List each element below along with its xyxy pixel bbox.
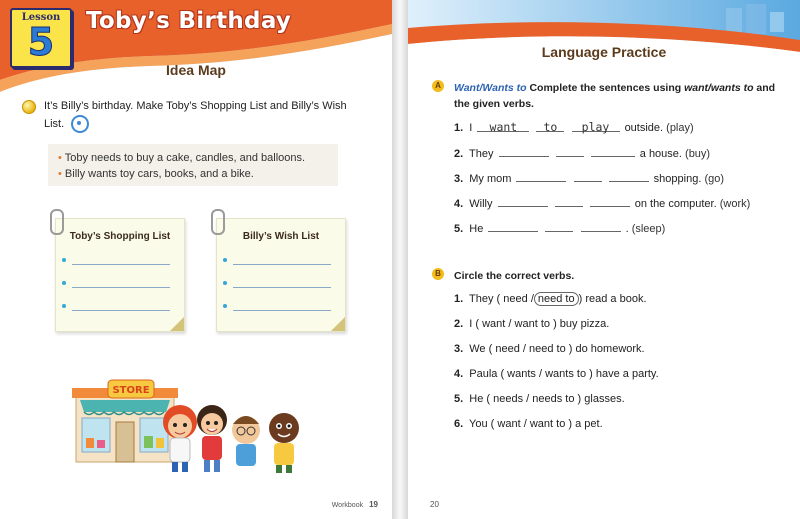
choice-option[interactable]: needs to	[532, 393, 575, 405]
answer-blank[interactable]: play	[572, 118, 620, 132]
sentence-item: 3. My mom shopping. (go)	[454, 168, 792, 193]
choice-option[interactable]: needs	[493, 393, 524, 405]
note-item: • Toby needs to buy a cake, candles, and balloons.	[58, 150, 328, 166]
lesson-number: 5	[27, 20, 55, 64]
section-a-keyword: want/wants to	[684, 82, 754, 94]
choice-option-circled[interactable]: need to	[534, 292, 579, 306]
choice-option[interactable]: want to	[529, 418, 566, 430]
left-footer	[332, 500, 378, 509]
choice-item: 1. They ( need / need to ) read a book.	[454, 293, 647, 305]
choice-item: 2. I ( want / want to ) buy pizza.	[454, 318, 610, 330]
shopping-list-card	[55, 218, 185, 332]
answer-blank[interactable]	[590, 193, 630, 207]
left-page-number: 19	[369, 500, 378, 509]
sentence-item: 5. He . (sleep)	[454, 218, 792, 243]
write-line[interactable]	[233, 300, 331, 311]
section-b-instruction: Circle the correct verbs.	[454, 270, 575, 282]
lesson-title: Tobyʼs Birthday	[86, 8, 292, 34]
section-b-badge: B	[432, 268, 444, 280]
answer-blank[interactable]	[574, 168, 602, 182]
right-page	[408, 0, 800, 519]
answer-blank[interactable]	[516, 168, 566, 182]
choice-option[interactable]: need to	[529, 343, 566, 355]
instruction	[22, 98, 372, 133]
sentence-item: 4. Willy on the computer. (work)	[454, 193, 792, 218]
choice-option[interactable]: want	[497, 418, 521, 430]
answer-blank[interactable]	[488, 218, 538, 232]
answer-blank[interactable]	[609, 168, 649, 182]
section-a	[432, 80, 792, 243]
choice-option[interactable]: wants to	[545, 368, 587, 380]
language-practice-heading: Language Practice	[541, 44, 667, 60]
answer-blank[interactable]	[498, 193, 548, 207]
choice-item: 4. Paula ( wants / wants to ) have a party.	[454, 368, 659, 380]
choice-option[interactable]: need	[495, 343, 520, 355]
page-gutter	[392, 0, 408, 519]
page-fold-icon	[331, 317, 345, 331]
sentence-item: 1. I want to play outside. (play)	[454, 120, 694, 134]
store-kids-illustration	[70, 378, 330, 478]
cd-icon[interactable]	[71, 115, 89, 133]
note-item: • Billy wants toy cars, books, and a bike.	[58, 166, 328, 182]
section-b	[432, 268, 792, 440]
left-page	[0, 0, 392, 519]
lesson-badge	[10, 8, 72, 68]
answer-blank[interactable]	[555, 193, 583, 207]
write-line[interactable]	[72, 277, 170, 288]
answer-blank[interactable]	[556, 143, 584, 157]
store-sign: STORE	[112, 385, 150, 396]
section-a-topic: Want/Wants to	[454, 82, 527, 94]
write-line[interactable]	[72, 300, 170, 311]
choice-item: 3. We ( need / need to ) do homework.	[454, 343, 645, 355]
section-a-instruction: Complete the sentences using	[529, 82, 682, 94]
bullet-icon	[22, 100, 36, 114]
answer-blank[interactable]: want	[477, 118, 529, 132]
answer-blank[interactable]	[499, 143, 549, 157]
page-fold-icon	[170, 317, 184, 331]
paperclip-icon	[211, 209, 225, 235]
write-line[interactable]	[72, 254, 170, 265]
right-header-banner	[408, 0, 800, 80]
idea-map-heading: Idea Map	[166, 62, 226, 78]
instruction-line-1: It’s Billy’s birthday. Make Toby’s Shopping List and Billy’s Wish	[44, 100, 347, 112]
footer-label: Workbook	[331, 502, 364, 509]
write-line[interactable]	[233, 277, 331, 288]
wish-list-title: Billy’s Wish List	[242, 231, 320, 242]
choice-option[interactable]: wants	[507, 368, 536, 380]
answer-blank[interactable]	[581, 218, 621, 232]
choice-item: 6. You ( want / want to ) a pet.	[454, 418, 603, 430]
note-box	[48, 144, 338, 186]
section-a-badge: A	[432, 80, 444, 92]
section-a-instruction-line-2: the given verbs.	[454, 98, 534, 110]
section-b-items	[454, 290, 792, 440]
choice-option[interactable]: need	[503, 293, 528, 305]
section-a-items	[454, 118, 792, 243]
instruction-line-2: List.	[44, 117, 65, 130]
right-page-number: 20	[430, 500, 439, 509]
answer-blank[interactable]: to	[536, 118, 564, 132]
answer-blank[interactable]	[545, 218, 573, 232]
paperclip-icon	[50, 209, 64, 235]
section-a-instruction-end: and	[756, 82, 776, 94]
choice-option[interactable]: want	[482, 318, 506, 330]
choice-option[interactable]: want to	[514, 318, 550, 330]
choice-item: 5. He ( needs / needs to ) glasses.	[454, 393, 625, 405]
lesson-label: Lesson	[21, 12, 61, 23]
wish-list-card	[216, 218, 346, 332]
answer-blank[interactable]	[591, 143, 635, 157]
shopping-list-title: Toby’s Shopping List	[69, 231, 171, 242]
sentence-item: 2. They a house. (buy)	[454, 143, 792, 168]
write-line[interactable]	[233, 254, 331, 265]
